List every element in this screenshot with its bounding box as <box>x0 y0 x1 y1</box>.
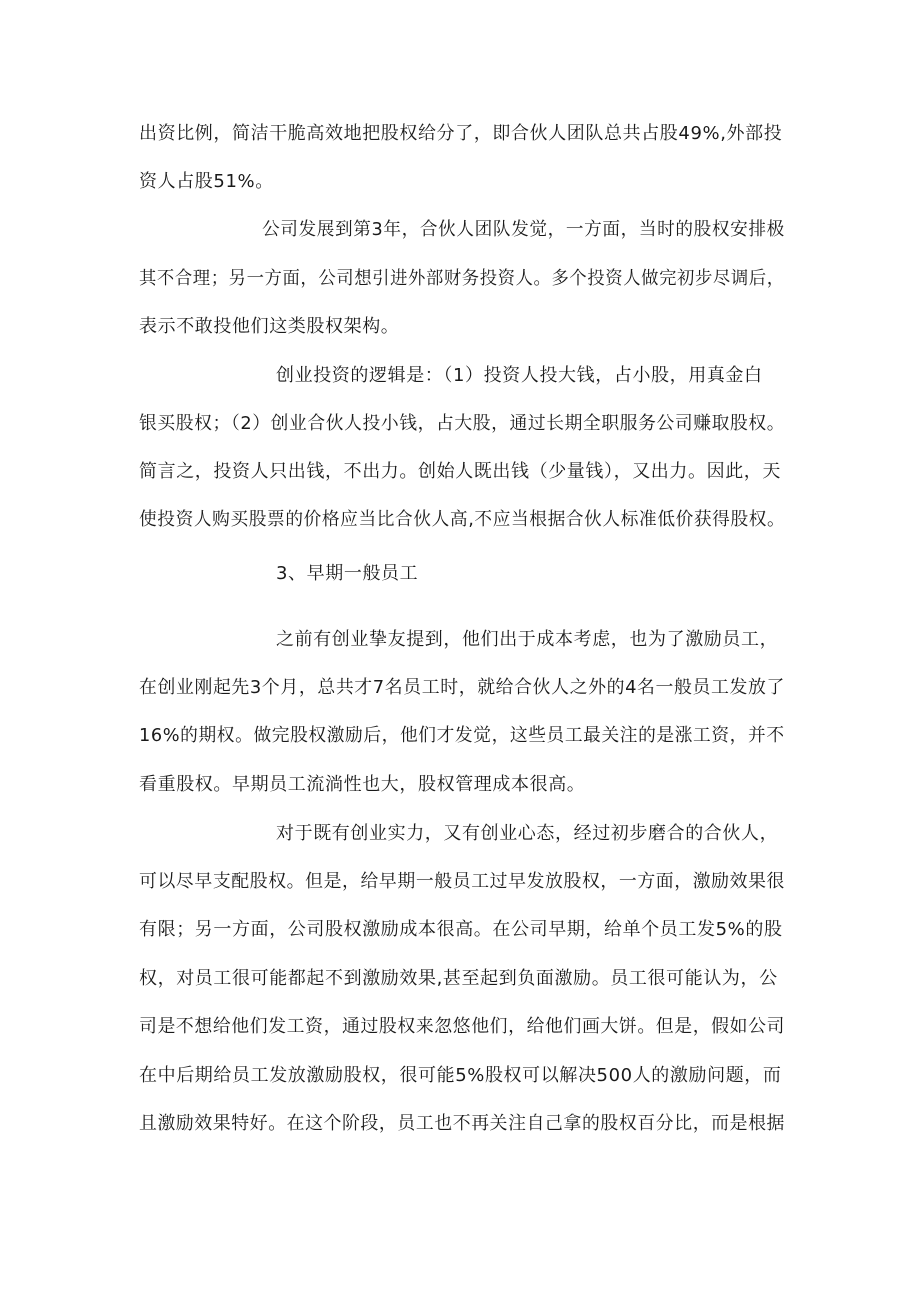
paragraph-5-line-7: 且激励效果特好。在这个阶段，员工也不再关注自己拿的股权百分比，而是根据 <box>139 1113 785 1134</box>
paragraph-4-line-3: 16%的期权。做完股权激励后，他们才发觉，这些员工最关注的是涨工资，并不 <box>139 725 785 746</box>
paragraph-5-line-1: 对于既有创业实力，又有创业心态，经过初步磨合的合伙人， <box>276 823 779 844</box>
paragraph-5-line-2: 可以尽早支配股权。但是，给早期一般员工过早发放股权，一方面，激励效果很 <box>139 871 785 892</box>
paragraph-3-line-4: 使投资人购买股票的价格应当比合伙人高,不应当根据合伙人标准低价获得股权。 <box>139 509 786 530</box>
paragraph-1-line-2: 资人占股51%。 <box>139 171 274 192</box>
paragraph-5-line-5: 司是不想给他们发工资，通过股权来忽悠他们，给他们画大饼。但是，假如公司 <box>139 1016 785 1037</box>
paragraph-2-line-1: 公司发展到第3年，合伙人团队发觉，一方面，当时的股权安排极 <box>262 219 785 240</box>
paragraph-5-line-4: 权，对员工很可能都起不到激励效果,甚至起到负面激励。员工很可能认为，公 <box>139 968 778 989</box>
paragraph-4-line-2: 在创业刚起先3个月，总共才7名员工时，就给合伙人之外的4名一般员工发放了 <box>139 677 785 698</box>
paragraph-3-line-1: 创业投资的逻辑是：（1）投资人投大钱，占小股，用真金白 <box>276 365 763 386</box>
paragraph-4-line-4: 看重股权。早期员工流淌性也大，股权管理成本很高。 <box>139 774 586 795</box>
paragraph-5-line-6: 在中后期给员工发放激励股权，很可能5%股权可以解决500人的激励问题，而 <box>139 1065 782 1086</box>
paragraph-2-line-3: 表示不敢投他们这类股权架构。 <box>139 316 400 337</box>
paragraph-1-line-1: 出资比例，简洁干脆高效地把股权给分了，即合伙人团队总共占股49%,外部投 <box>139 123 783 144</box>
paragraph-5-line-3: 有限；另一方面，公司股权激励成本很高。在公司早期，给单个员工发5%的股 <box>139 919 783 940</box>
paragraph-2-line-2: 其不合理；另一方面，公司想引进外部财务投资人。多个投资人做完初步尽调后， <box>139 268 785 289</box>
paragraph-3-line-3: 简言之，投资人只出钱，不出力。创始人既出钱（少量钱），又出力。因此，天 <box>139 461 781 482</box>
paragraph-4-line-1: 之前有创业挚友提到，他们出于成本考虑，也为了激励员工， <box>276 629 779 650</box>
section-heading: 3、早期一般员工 <box>276 563 419 584</box>
paragraph-3-line-2: 银买股权；（2）创业合伙人投小钱，占大股，通过长期全职服务公司赚取股权。 <box>139 413 786 434</box>
